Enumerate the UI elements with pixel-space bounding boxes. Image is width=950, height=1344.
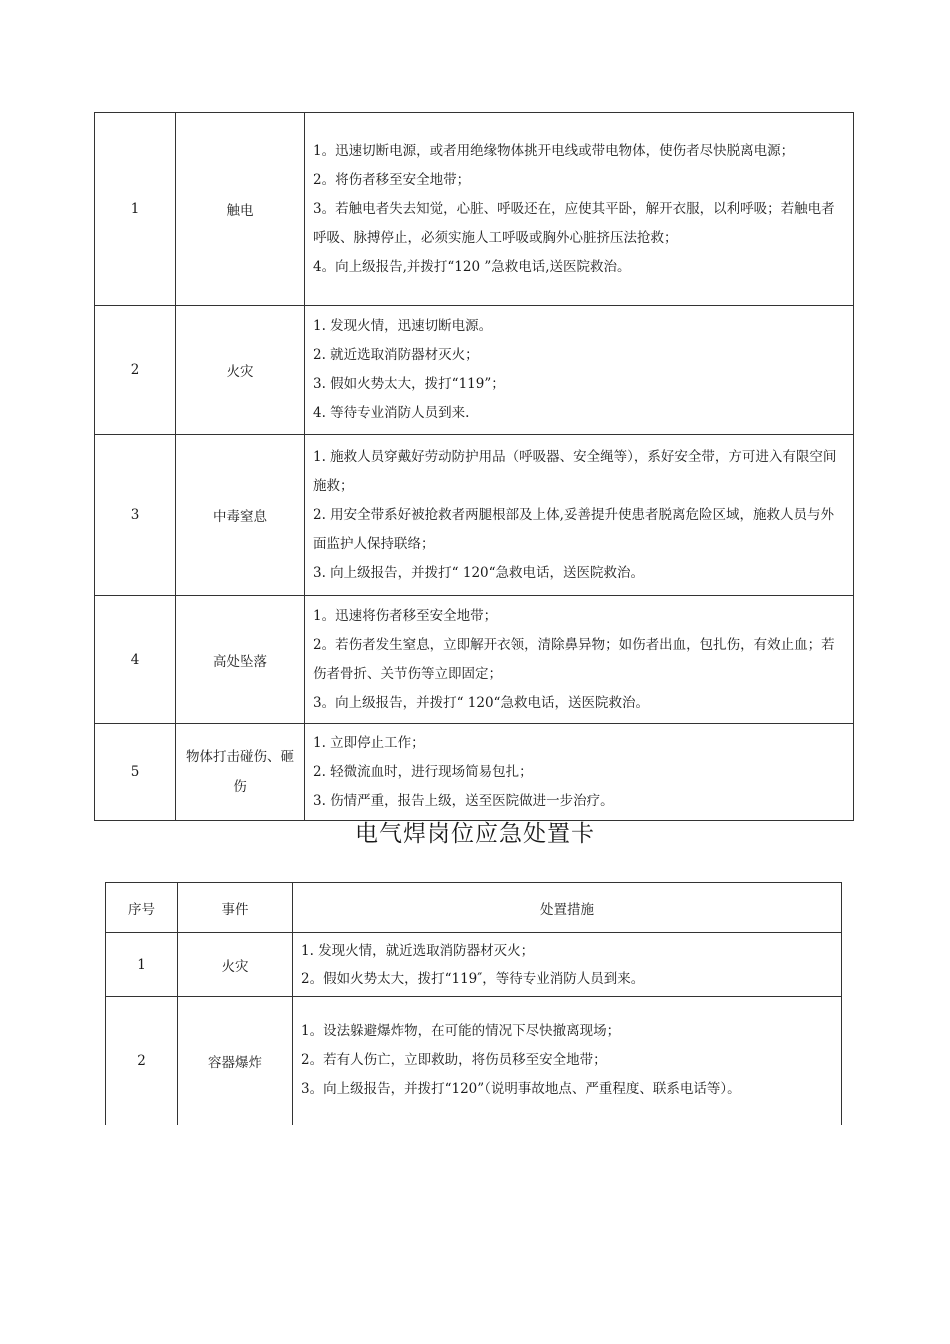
table-header-row (106, 883, 842, 933)
measure-item: 3. 假如火势太大，拨打“119”； (313, 376, 505, 392)
measure-item: 2。将伤者移至安全地带； (313, 171, 471, 188)
measure-item: 1. 施救人员穿戴好劳动防护用品（呼吸器、安全绳等），系好安全带，方可进入有限空间施救； (313, 448, 837, 494)
measures-cell (305, 113, 854, 306)
measure-item: 2。假如火势太大，拨打“119″，等待专业消防人员到来。 (301, 970, 645, 987)
event-name: 火灾 (176, 306, 305, 435)
measures-cell (305, 724, 854, 821)
measure-item: 1. 立即停止工作； (313, 734, 425, 751)
measures-cell (305, 306, 854, 435)
table-row (95, 435, 854, 596)
measure-item: 4。向上级报告,并拨打“120 ”急救电话,送医院救治。 (313, 258, 631, 275)
table-row (95, 596, 854, 724)
table-row (95, 306, 854, 435)
measure-item: 3。向上级报告，并拨打“120”（说明事故地点、严重程度、联系电话等）。 (301, 1081, 741, 1098)
measures-cell (305, 596, 854, 724)
row-number: 1 (95, 113, 176, 306)
row-number: 4 (95, 596, 176, 724)
row-number: 5 (95, 724, 176, 821)
event-name: 火灾 (178, 933, 293, 997)
table-row (95, 724, 854, 821)
measures-cell (293, 933, 842, 997)
measure-item: 3. 伤情严重，报告上级，送至医院做进一步治疗。 (313, 792, 614, 809)
event-name: 物体打击碰伤、砸伤 (176, 724, 305, 821)
measures-cell (305, 435, 854, 596)
measures-cell (293, 997, 842, 1125)
measure-item: 3。若触电者失去知觉，心脏、呼吸还在，应使其平卧，解开衣服，以利呼吸；若触电者呼吸、脉搏停止，必须实施人工呼吸或胸外心脏挤压法抢救； (313, 200, 835, 246)
event-name: 中毒窒息 (176, 435, 305, 596)
row-number: 2 (95, 306, 176, 435)
measure-item: 3。向上级报告，并拨打“ 120“急救电话，送医院救治。 (313, 694, 649, 711)
event-name: 触电 (176, 113, 305, 306)
row-number: 1 (106, 933, 178, 997)
event-name: 容器爆炸 (178, 997, 293, 1125)
emergency-table-1 (94, 112, 854, 821)
measure-item: 2. 用安全带系好被抢救者两腿根部及上体,妥善提升使患者脱离危险区域，施救人员与外面监护人保持联络； (313, 506, 834, 552)
event-name: 高处坠落 (176, 596, 305, 724)
table-row (95, 113, 854, 306)
row-number: 3 (95, 435, 176, 596)
measure-item: 1. 发现火情，迅速切断电源。 (313, 318, 493, 334)
header-event: 事件 (178, 883, 293, 933)
table-row (106, 997, 842, 1125)
table-row (106, 933, 842, 997)
header-measures: 处置措施 (293, 883, 842, 933)
measure-item: 2。若有人伤亡，立即救助，将伤员移至安全地带； (301, 1052, 607, 1069)
measure-item: 2。若伤者发生窒息，立即解开衣领，清除鼻异物；如伤者出血，包扎伤，有效止血；若伤者骨折、关节伤等立即固定； (313, 636, 835, 682)
header-no: 序号 (106, 883, 178, 933)
measure-item: 2. 轻微流血时，进行现场简易包扎； (313, 763, 533, 780)
emergency-table-2 (105, 882, 842, 1125)
measure-item: 1。设法躲避爆炸物，在可能的情况下尽快撤离现场； (301, 1023, 621, 1040)
measure-item: 3. 向上级报告，并拨打“ 120“急救电话，送医院救治。 (313, 564, 645, 581)
measure-item: 2. 就近选取消防器材灭火； (313, 347, 479, 363)
card-title: 电气焊岗位应急处置卡 (355, 821, 595, 847)
measure-item: 1。迅速切断电源，或者用绝缘物体挑开电线或带电物体，使伤者尽快脱离电源； (313, 142, 795, 159)
measure-item: 4. 等待专业消防人员到来. (313, 405, 470, 421)
row-number: 2 (106, 997, 178, 1125)
measure-item: 1. 发现火情，就近选取消防器材灭火； (301, 942, 535, 959)
measure-item: 1。迅速将伤者移至安全地带； (313, 607, 498, 624)
